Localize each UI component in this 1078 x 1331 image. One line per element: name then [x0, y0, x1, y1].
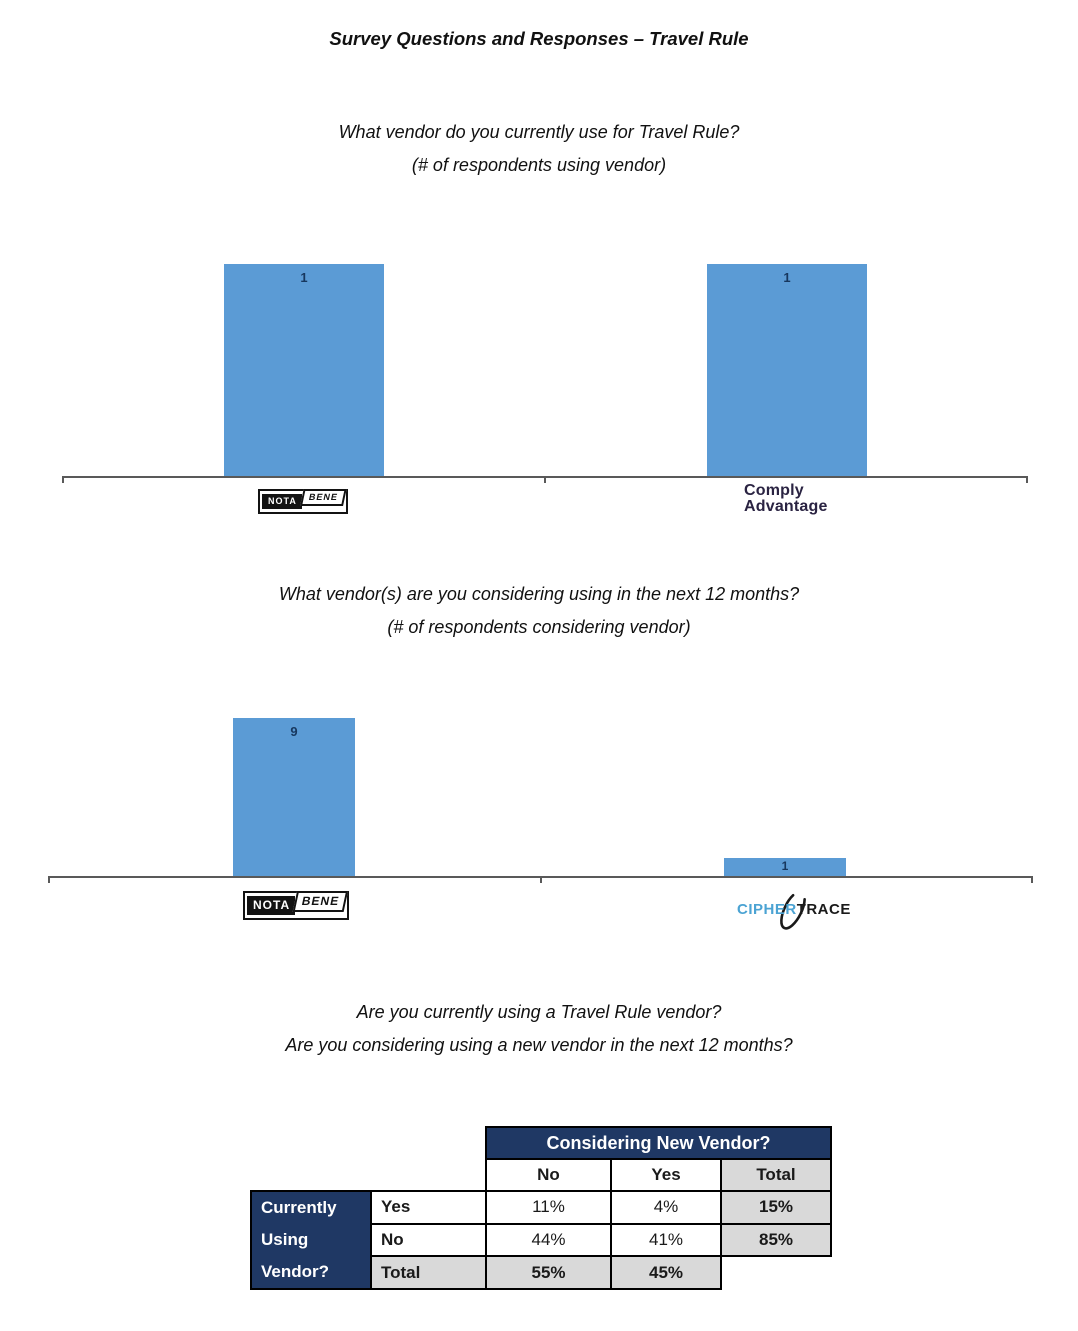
chart2-axis-tick-left [48, 876, 50, 883]
chart2-subtitle: (# of respondents considering vendor) [387, 617, 691, 637]
page-title: Survey Questions and Responses – Travel Rule [329, 28, 749, 49]
chart2-bar-nota-bene [233, 718, 355, 876]
row-group-header [251, 1191, 371, 1289]
nota-bene-logo-nota: NOTA [262, 494, 302, 509]
chart2-axis-tick-middle [540, 876, 542, 883]
chart2-bar-ciphertrace-value: 1 [781, 859, 789, 873]
cell-no-yes: 41% [611, 1224, 721, 1257]
cell-no-no: 44% [486, 1224, 611, 1257]
col-header-yes: Yes [611, 1159, 721, 1191]
chart1-bar-comply-advantage-value: 1 [783, 270, 791, 285]
chart1-title: What vendor do you currently use for Travel Rule? [338, 122, 740, 142]
col-header-no: No [486, 1159, 611, 1191]
nota-bene-logo [258, 489, 348, 514]
col-group-header: Considering New Vendor? [486, 1127, 831, 1159]
crosstab-table [250, 1126, 832, 1290]
nota-bene-logo [243, 891, 349, 920]
chart1-axis-tick-left [62, 476, 64, 483]
ciphertrace-logo [737, 901, 851, 918]
chart1-axis-tick-right [1026, 476, 1028, 483]
chart2-x-axis [48, 876, 1033, 878]
chart2-axis-tick-right [1031, 876, 1033, 883]
nota-bene-logo-nota: NOTA [247, 896, 295, 915]
chart1-axis-tick-middle [544, 476, 546, 483]
cell-yes-yes: 4% [611, 1191, 721, 1224]
chart1-bar-nota-bene-value: 1 [300, 270, 308, 285]
cell-total-yes: 45% [611, 1256, 721, 1289]
chart2-bar-nota-bene-value: 9 [290, 724, 298, 739]
row-header-yes: Yes [371, 1191, 486, 1224]
cell-no-total: 85% [721, 1224, 831, 1257]
table-row [251, 1159, 831, 1191]
crosstab-title: Are you currently using a Travel Rule vendor? [356, 1002, 722, 1022]
cell-yes-total: 15% [721, 1191, 831, 1224]
comply-advantage-logo-line1: Comply [744, 482, 804, 499]
cell-total-no: 55% [486, 1256, 611, 1289]
nota-bene-logo-bene: BENE [300, 489, 347, 506]
chart2-bar-ciphertrace [724, 858, 846, 876]
chart1-bar-nota-bene [224, 264, 384, 476]
row-group-line3: Vendor? [261, 1262, 330, 1281]
comply-advantage-logo [744, 483, 828, 515]
row-group-line2: Using [261, 1230, 309, 1249]
row-header-total: Total [371, 1256, 486, 1289]
row-header-no: No [371, 1224, 486, 1257]
chart1-subtitle: (# of respondents using vendor) [411, 155, 667, 175]
ciphertrace-logo-trace: TRACE [796, 901, 851, 918]
table-corner-blank [251, 1127, 486, 1159]
cell-total-total-blank [721, 1256, 831, 1289]
crosstab-subtitle: Are you considering using a new vendor in the next 12 months? [285, 1035, 793, 1055]
col-header-total: Total [721, 1159, 831, 1191]
chart1-bar-comply-advantage [707, 264, 867, 476]
cell-yes-no: 11% [486, 1191, 611, 1224]
table-corner-blank [251, 1159, 486, 1191]
ciphertrace-logo-cipher: CIPHER [737, 901, 797, 918]
row-group-line1: Currently [261, 1198, 337, 1217]
chart1-x-axis [62, 476, 1028, 478]
chart2-title: What vendor(s) are you considering using in the next 12 months? [278, 584, 800, 604]
table-row [251, 1127, 831, 1159]
table-row [251, 1191, 831, 1224]
nota-bene-logo-bene: BENE [293, 891, 349, 912]
comply-advantage-logo-line2: Advantage [744, 498, 828, 515]
